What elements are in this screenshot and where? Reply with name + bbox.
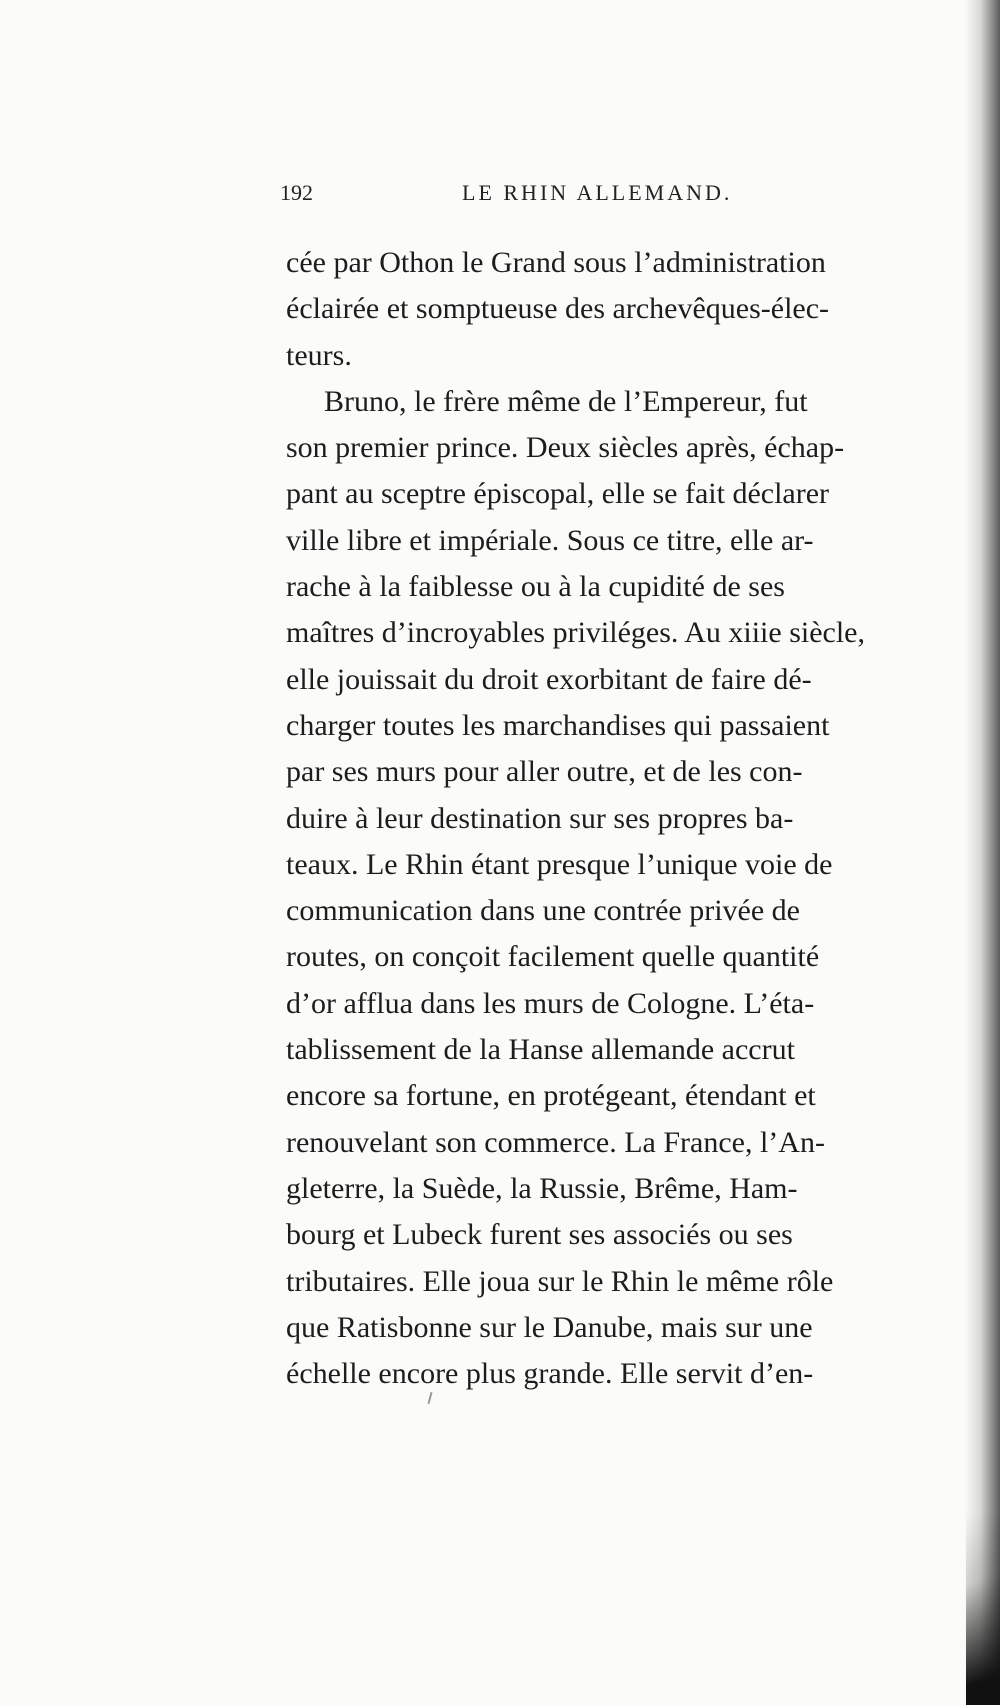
text-line: d’or afflua dans les murs de Cologne. L’éta- — [286, 986, 815, 1020]
text-line: que Ratisbonne sur le Danube, mais sur une — [286, 1310, 813, 1344]
page-number: 192 — [280, 180, 313, 205]
text-line: charger toutes les marchandises qui passaient — [286, 708, 830, 742]
text-line: ville libre et impériale. Sous ce titre, elle ar- — [286, 523, 814, 557]
text-line: renouvelant son commerce. La France, l’An- — [286, 1125, 825, 1159]
text-line: gleterre, la Suède, la Russie, Brême, Ham- — [286, 1171, 798, 1205]
text-line: tributaires. Elle joua sur le Rhin le même rôle — [286, 1264, 834, 1298]
text-line: teaux. Le Rhin étant presque l’unique voie de — [286, 847, 833, 881]
page-gutter-shadow — [964, 0, 1000, 1705]
text-line: son premier prince. Deux siècles après, échap- — [286, 431, 845, 465]
text-line: routes, on conçoit facilement quelle quantité — [286, 940, 820, 974]
page-corner-shadow — [966, 1515, 1000, 1705]
text-line: duire à leur destination sur ses propres ba- — [286, 801, 794, 835]
text-line: teurs. — [286, 338, 352, 372]
text-line: bourg et Lubeck furent ses associés ou ses — [286, 1218, 793, 1252]
text-line: encore sa fortune, en protégeant, étendant et — [286, 1079, 816, 1113]
text-line: rache à la faiblesse ou à la cupidité de ses — [286, 570, 785, 604]
text-line: par ses murs pour aller outre, et de les con- — [286, 755, 803, 789]
page-header — [280, 180, 750, 210]
text-line: communication dans une contrée privée de — [286, 894, 800, 928]
paragraph-start-line: Bruno, le frère même de l’Empereur, fut — [324, 384, 808, 418]
text-line: elle jouissait du droit exorbitant de faire dé- — [286, 662, 812, 696]
text-line: pant au sceptre épiscopal, elle se fait déclarer — [286, 477, 830, 511]
text-line: échelle encore plus grande. Elle servit d’en- — [286, 1357, 814, 1391]
running-title: LE RHIN ALLEMAND. — [462, 180, 733, 205]
body-text — [286, 240, 926, 1397]
text-line: maîtres d’incroyables priviléges. Au xiiie siècle, — [286, 616, 865, 650]
text-line: tablissement de la Hanse allemande accrut — [286, 1033, 795, 1067]
text-line: éclairée et somptueuse des archevêques-élec- — [286, 292, 830, 326]
text-line: cée par Othon le Grand sous l’administration — [286, 246, 826, 279]
